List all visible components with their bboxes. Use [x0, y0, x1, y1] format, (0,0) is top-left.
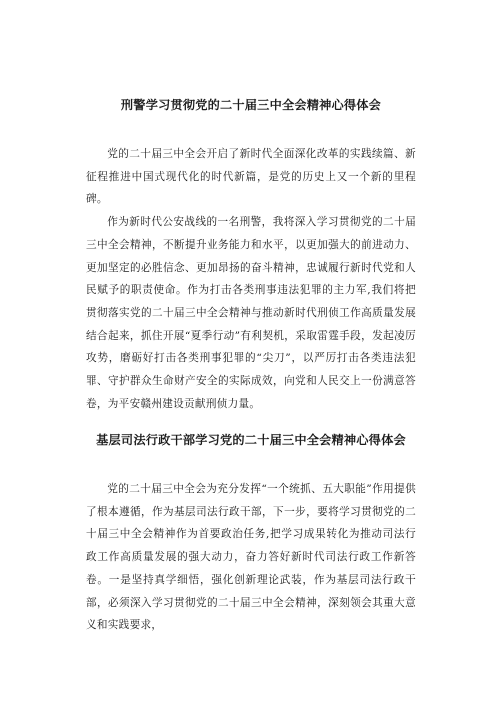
article-title-1: 刑警学习贯彻党的二十届三中全会精神心得体会: [120, 98, 382, 112]
article-2-paragraph-1: 党的二十届三中全会为充分发挥“一个统抓、五大职能”作用提供了根本遵循，作为基层司法行政干部，下一步，要将学习贯彻党的二十届三中全会精神作为首要政治任务,把学习成果转化为推动司法行政工作高质量发展的强大动力，奋力答好新时代司法行政工作新答卷。一是坚持真学细悟，强化创新理论武装，作为基层司法行政干部，必须深入学习贯彻党的二十届三中全会精神，深刻领会其重大意义和实践要求，: [86, 483, 416, 632]
article-1-paragraph-1: 党的二十届三中全会开启了新时代全面深化改革的实践续篇、新征程推进中国式现代化的时代新篇，是党的历史上又一个新的里程碑。: [86, 148, 416, 206]
article-section-2: [86, 433, 416, 637]
article-title-2: 基层司法行政干部学习党的二十届三中全会精神心得体会: [96, 433, 406, 447]
article-1-paragraph-2: 作为新时代公安战线的一名刑警，我将深入学习贯彻党的二十届三中全会精神，不断提升业务能力和水平，以更加强大的前进动力、更加坚定的必胜信念、更加昂扬的奋斗精神，忠诚履行新时代党和人民赋予的职责使命。作为打击各类刑事违法犯罪的主力军,我们将把贯彻落实党的二十届三中全会精神与推动新时代刑侦工作高质量发展结合起来，抓住开展“夏季行动”有利契机，采取雷霆手段，发起凌厉攻势，磨砺好打击各类刑事犯罪的“尖刀”，以严厉打击各类违法犯罪、守护群众生命财产安全的实际成效，向党和人民交上一份满意答卷，为平安赣州建设贡献刑侦力量。: [86, 216, 416, 410]
article-section-1: [86, 98, 416, 415]
